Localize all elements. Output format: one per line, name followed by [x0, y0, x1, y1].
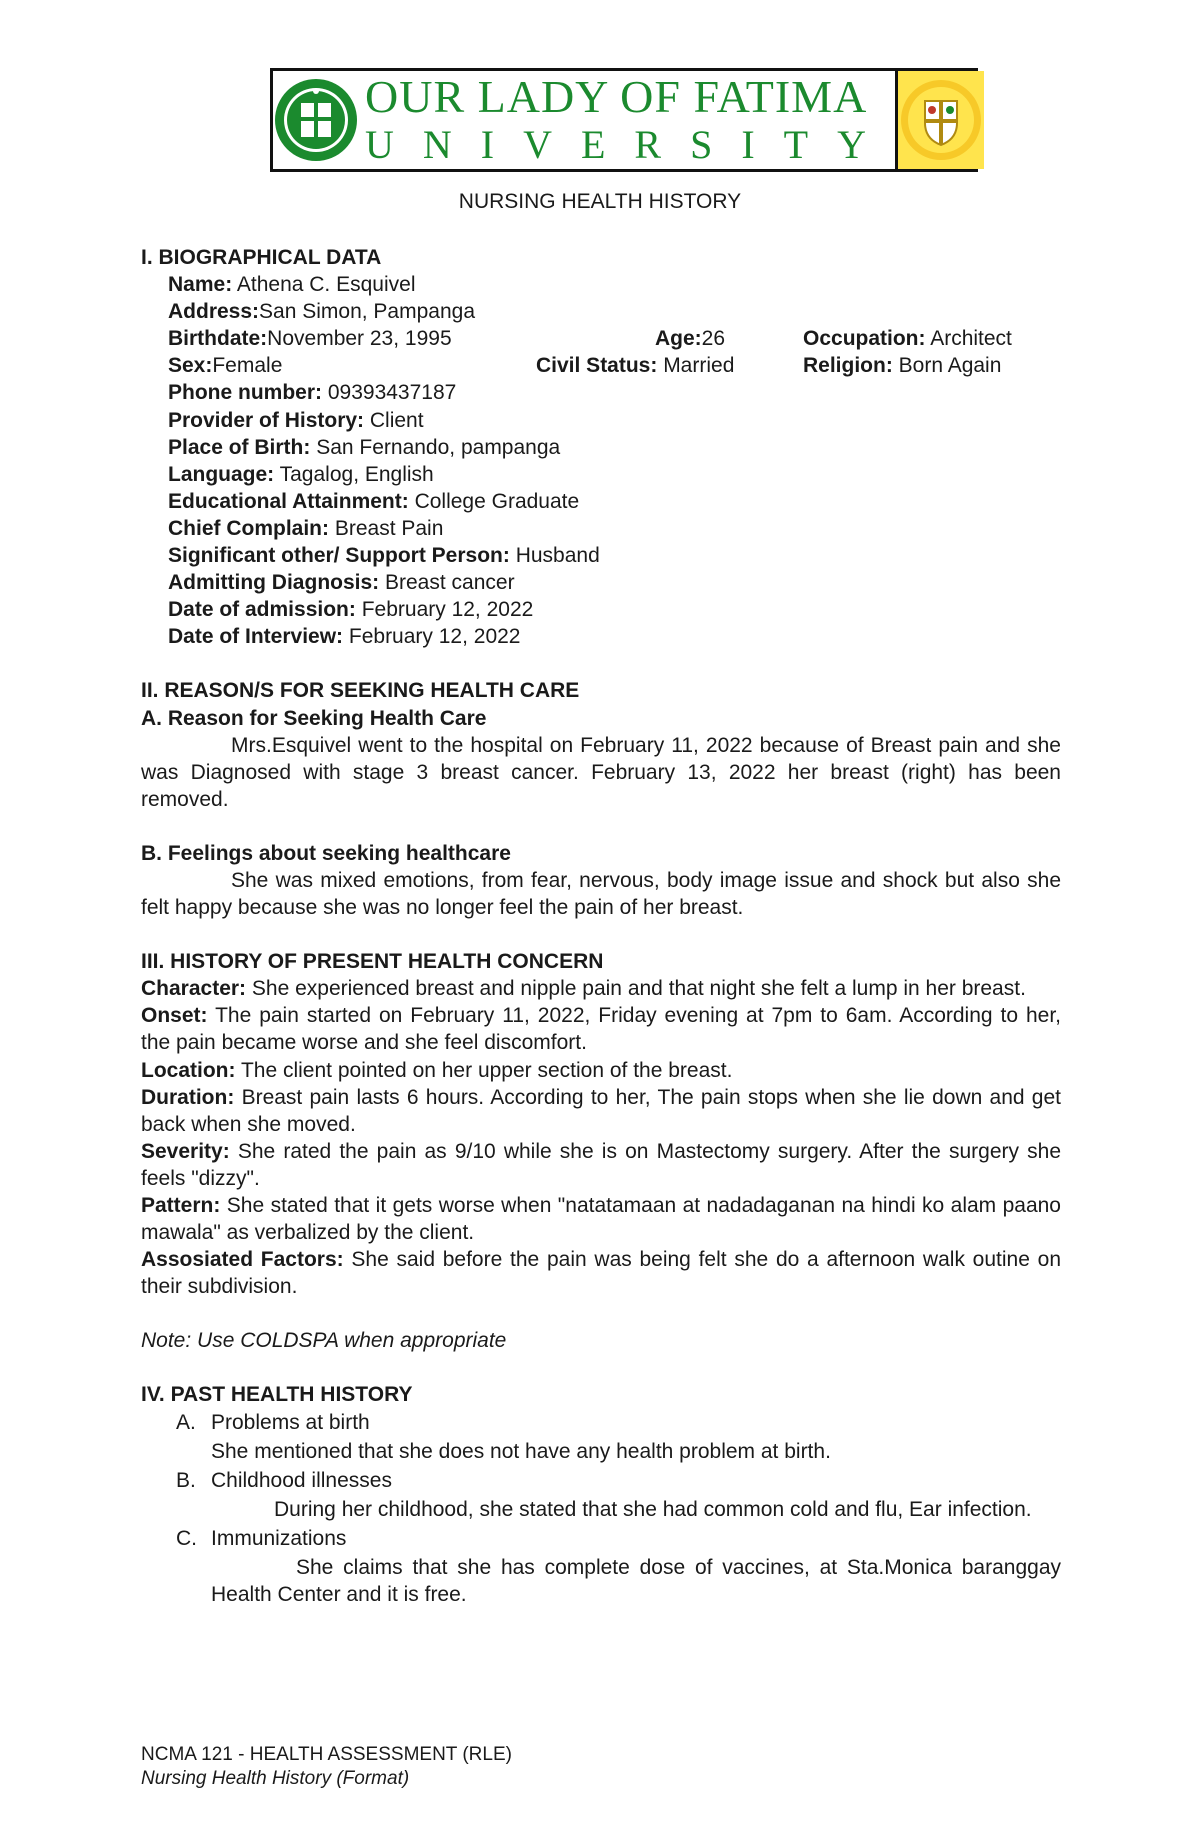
- list-marker: B.: [176, 1468, 196, 1492]
- university-name-line2: UNIVERSITY: [365, 122, 895, 167]
- bio-label: Place of Birth:: [168, 435, 311, 459]
- bio-value: Female: [212, 354, 283, 378]
- document-body: [141, 244, 1061, 1608]
- bio-value: Breast Pain: [329, 516, 444, 540]
- bio-label: Sex:: [168, 354, 213, 378]
- paragraph-reason: Mrs.Esquivel went to the hospital on February 11, 2022 because of Breast pain and she was Diagnosed with stage 3 breast cancer. February 13, 2022 her breast (right) has been removed.: [141, 733, 1061, 811]
- paragraph-feelings: She was mixed emotions, from fear, nervous, body image issue and shock but also she felt happy because she was no longer feel the pain of her breast.: [141, 868, 1061, 920]
- bio-chief-complain: [168, 515, 1061, 542]
- university-seal-left: [273, 71, 359, 169]
- bio-label: Religion:: [803, 354, 893, 378]
- bio-admitting-diagnosis: [168, 569, 1061, 596]
- page-footer: [141, 1743, 512, 1791]
- bio-value: Husband: [509, 544, 600, 568]
- bio-value: College Graduate: [408, 489, 580, 513]
- bio-value: Born Again: [892, 354, 1002, 378]
- section-heading-past-history: IV. PAST HEALTH HISTORY: [141, 1383, 413, 1407]
- concern-character: [141, 975, 1061, 1002]
- bio-value: February 12, 2022: [343, 625, 521, 649]
- bio-value: February 12, 2022: [355, 598, 534, 622]
- bio-label: Date of admission:: [168, 598, 356, 622]
- concern-severity: [141, 1138, 1061, 1192]
- concern-location: [141, 1057, 1061, 1084]
- concern-label: Character:: [141, 977, 247, 1001]
- concern-text: The client pointed on her upper section of the breast.: [235, 1058, 733, 1082]
- bio-value: 26: [701, 327, 726, 351]
- coldspa-note: Note: Use COLDSPA when appropriate: [141, 1329, 507, 1353]
- footer-course: NCMA 121 - HEALTH ASSESSMENT (RLE): [141, 1744, 512, 1765]
- bio-value: Tagalog, English: [274, 462, 434, 486]
- concern-text: She said before the pain was being felt she do a afternoon walk outine on their subdivision.: [141, 1248, 1061, 1299]
- list-item-text: She mentioned that she does not have any health problem at birth.: [211, 1439, 831, 1463]
- university-seal-right: [895, 71, 984, 169]
- bio-value: Athena C. Esquivel: [232, 273, 416, 297]
- concern-label: Assosiated Factors:: [141, 1248, 344, 1272]
- bio-support-person: [168, 542, 1061, 569]
- bio-label: Date of Interview:: [168, 625, 344, 649]
- concern-duration: [141, 1084, 1061, 1138]
- bio-label: Civil Status:: [536, 354, 658, 378]
- bio-label: Name:: [168, 273, 233, 297]
- list-item-label: Immunizations: [211, 1526, 347, 1550]
- bio-provider: [168, 407, 1061, 434]
- bio-language: [168, 461, 1061, 488]
- bio-value: 09393437187: [322, 381, 457, 405]
- bio-label: Admitting Diagnosis:: [168, 571, 380, 595]
- bio-row-sex: [168, 352, 1061, 379]
- list-item-text: She claims that she has complete dose of vaccines, at Sta.Monica baranggay Health Center and it is free.: [211, 1556, 1061, 1607]
- bio-value: San Fernando, pampanga: [310, 435, 561, 459]
- list-marker: C.: [176, 1526, 197, 1550]
- green-seal-icon: [273, 77, 359, 163]
- footer-format: Nursing Health History (Format): [141, 1768, 410, 1789]
- bio-label: Phone number:: [168, 381, 323, 405]
- section-heading-biographical: I. BIOGRAPHICAL DATA: [141, 246, 382, 269]
- bio-place-of-birth: [168, 434, 1061, 461]
- yellow-seal-icon: [898, 77, 984, 163]
- list-item: [141, 1467, 1061, 1494]
- concern-pattern: [141, 1192, 1061, 1246]
- list-item-label: Childhood illnesses: [211, 1468, 392, 1492]
- concern-label: Severity:: [141, 1139, 230, 1163]
- biographical-data: [141, 271, 1061, 650]
- university-name-line1: OUR LADY OF FATIMA: [365, 71, 868, 122]
- bio-label: Address:: [168, 300, 260, 324]
- subheading-feelings: B. Feelings about seeking healthcare: [141, 841, 511, 865]
- past-history-list: [141, 1409, 1061, 1609]
- bio-label: Language:: [168, 462, 275, 486]
- section-heading-reason: II. REASON/S FOR SEEKING HEALTH CARE: [141, 679, 580, 703]
- bio-value: Architect: [925, 327, 1012, 351]
- bio-label: Educational Attainment:: [168, 489, 409, 513]
- list-marker: A.: [176, 1410, 196, 1434]
- bio-value: November 23, 1995: [267, 327, 452, 351]
- subheading-reason: A. Reason for Seeking Health Care: [141, 706, 487, 730]
- bio-label: Provider of History:: [168, 408, 365, 432]
- section-heading-present-concern: III. HISTORY OF PRESENT HEALTH CONCERN: [141, 950, 604, 974]
- concern-label: Location:: [141, 1058, 236, 1082]
- document-title: NURSING HEALTH HISTORY: [458, 190, 742, 213]
- bio-row-birthdate: [168, 325, 1061, 352]
- bio-label: Significant other/ Support Person:: [168, 544, 510, 568]
- concern-associated-factors: [141, 1246, 1061, 1300]
- bio-value: Breast cancer: [379, 571, 515, 595]
- concern-label: Onset:: [141, 1004, 208, 1028]
- concern-onset: [141, 1002, 1061, 1056]
- list-item-text: During her childhood, she stated that she had common cold and flu, Ear infection.: [274, 1497, 1032, 1521]
- bio-name: [168, 271, 1061, 298]
- bio-date-of-interview: [168, 623, 1061, 650]
- bio-label: Birthdate:: [168, 327, 268, 351]
- concern-text: She rated the pain as 9/10 while she is on Mastectomy surgery. After the surgery she feels "dizzy".: [141, 1139, 1061, 1190]
- concern-text: Breast pain lasts 6 hours. According to her, The pain stops when she lie down and get back when she moved.: [141, 1085, 1061, 1136]
- bio-phone: [168, 379, 1061, 406]
- bio-education: [168, 488, 1061, 515]
- bio-value: Married: [657, 354, 735, 378]
- bio-label: Occupation:: [803, 327, 926, 351]
- university-name: [359, 71, 895, 169]
- university-banner: [270, 68, 978, 172]
- concern-label: Duration:: [141, 1085, 235, 1109]
- concern-text: She stated that it gets worse when "natatamaan at nadadaganan na hindi ko alam paano mawala" as verbalized by the client.: [141, 1194, 1061, 1245]
- list-item: [141, 1525, 1061, 1552]
- bio-value: San Simon, Pampanga: [259, 300, 475, 324]
- bio-address: [168, 298, 1061, 325]
- bio-label: Age:: [655, 327, 702, 351]
- list-item-label: Problems at birth: [211, 1410, 370, 1434]
- concern-text: She experienced breast and nipple pain and that night she felt a lump in her breast.: [246, 977, 1026, 1001]
- concern-text: The pain started on February 11, 2022, Friday evening at 7pm to 6am. According to her, the pain became worse and she feel discomfort.: [141, 1004, 1061, 1055]
- bio-value: Client: [364, 408, 424, 432]
- bio-date-of-admission: [168, 596, 1061, 623]
- list-item: [141, 1409, 1061, 1436]
- bio-label: Chief Complain:: [168, 516, 329, 540]
- concern-label: Pattern:: [141, 1194, 221, 1217]
